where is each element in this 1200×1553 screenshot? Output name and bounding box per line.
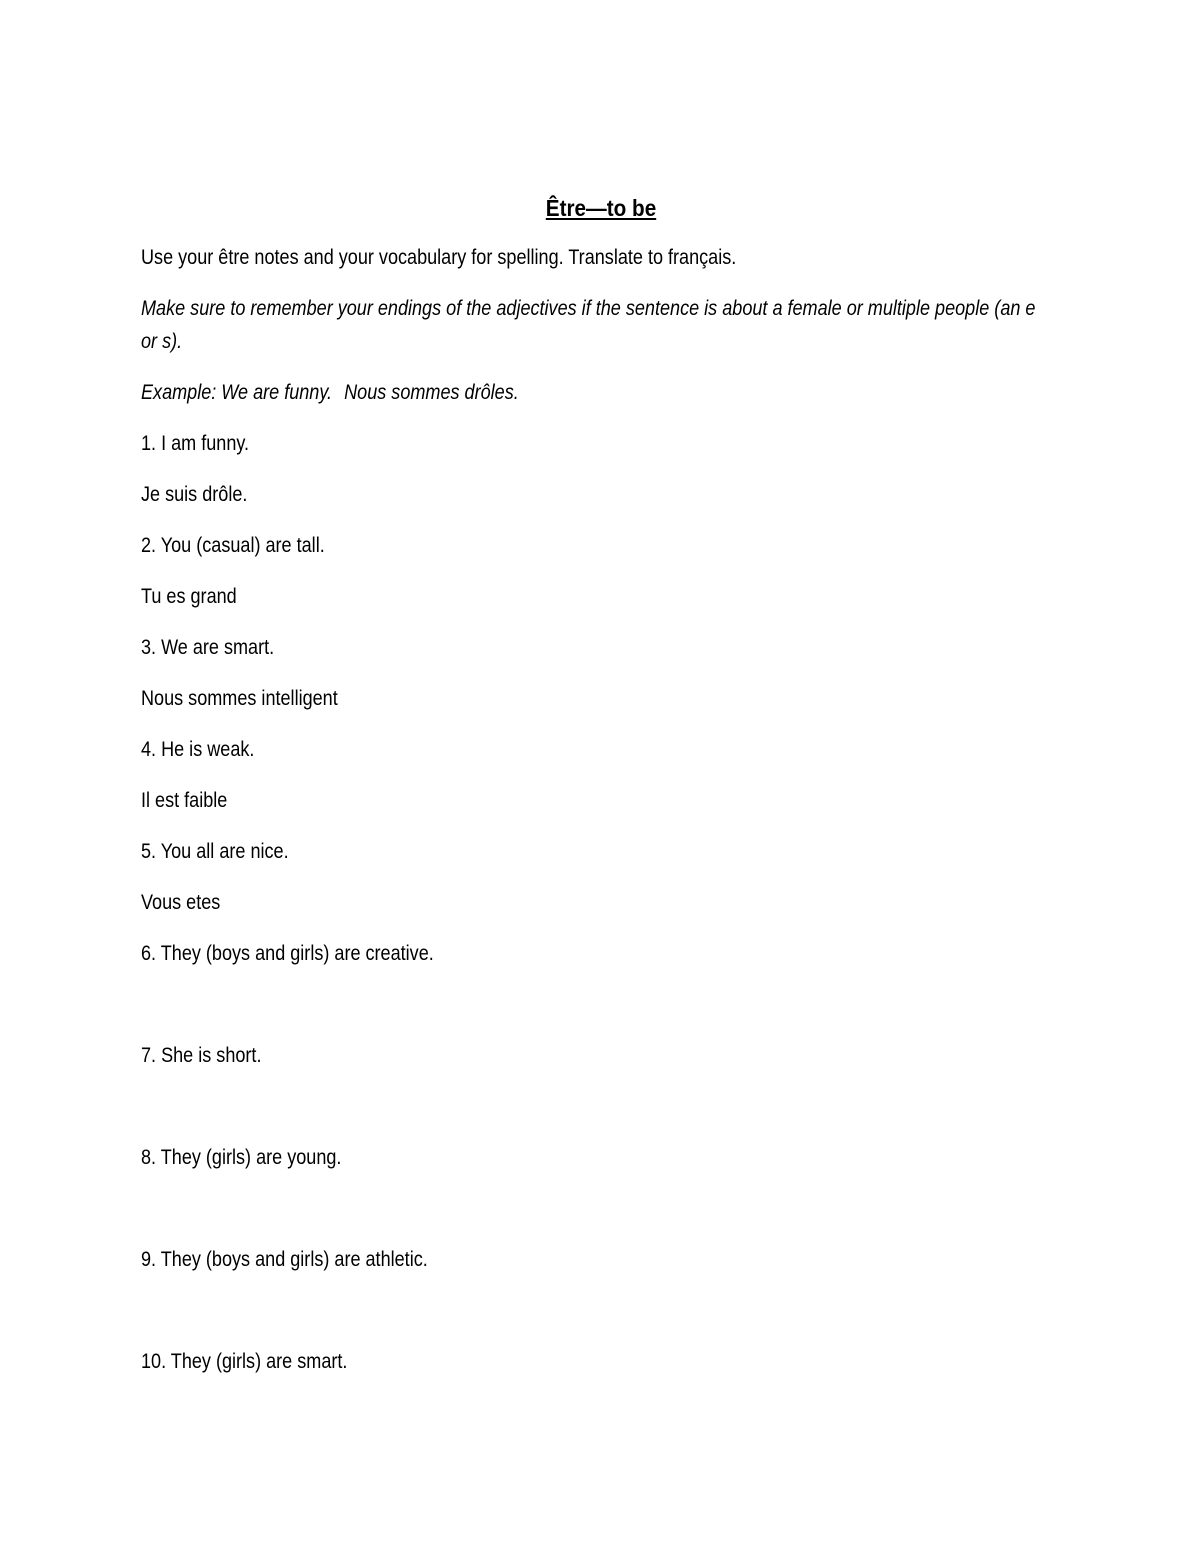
question-10	[141, 1345, 1061, 1378]
answer-text: Nous sommes intelligent	[141, 687, 338, 710]
question-prompt: 7. She is short.	[141, 1044, 262, 1067]
question-prompt: 8. They (girls) are young.	[141, 1146, 342, 1169]
question-prompt: 10. They (girls) are smart.	[141, 1350, 348, 1373]
question-prompt: 4. He is weak.	[141, 738, 255, 761]
answer-6[interactable]	[141, 988, 1061, 1021]
question-7	[141, 1039, 1061, 1072]
question-1	[141, 427, 1061, 460]
answer-4[interactable]	[141, 784, 1061, 817]
answer-10[interactable]	[141, 1396, 1061, 1429]
answer-1[interactable]	[141, 478, 1061, 511]
question-prompt: 6. They (boys and girls) are creative.	[141, 942, 434, 965]
question-4	[141, 733, 1061, 766]
question-6	[141, 937, 1061, 970]
answer-5[interactable]	[141, 886, 1061, 919]
adjective-endings-note	[141, 292, 1061, 358]
question-8	[141, 1141, 1061, 1174]
question-prompt: 5. You all are nice.	[141, 840, 289, 863]
question-9	[141, 1243, 1061, 1276]
answer-9[interactable]	[141, 1294, 1061, 1327]
note-text: Make sure to remember your endings of the adjectives if the sentence is about a female or multiple people (an e or s).	[141, 297, 1036, 353]
instructions	[141, 241, 1061, 274]
example-prompt: Example: We are funny.	[141, 381, 333, 404]
question-3	[141, 631, 1061, 664]
question-5	[141, 835, 1061, 868]
answer-3[interactable]	[141, 682, 1061, 715]
question-prompt: 9. They (boys and girls) are athletic.	[141, 1248, 428, 1271]
instructions-text: Use your être notes and your vocabulary for spelling. Translate to français.	[141, 246, 737, 269]
answer-2[interactable]	[141, 580, 1061, 613]
answer-text: Je suis drôle.	[141, 483, 248, 506]
example-answer: Nous sommes drôles.	[344, 381, 519, 404]
answer-8[interactable]	[141, 1192, 1061, 1225]
question-prompt: 2. You (casual) are tall.	[141, 534, 325, 557]
example-line	[141, 376, 1061, 409]
answer-text: Vous etes	[141, 891, 221, 914]
answer-text: Tu es grand	[141, 585, 237, 608]
question-prompt: 1. I am funny.	[141, 432, 250, 455]
answer-7[interactable]	[141, 1090, 1061, 1123]
worksheet-title: Être—to be	[545, 195, 657, 221]
question-2	[141, 529, 1061, 562]
answer-text: Il est faible	[141, 789, 228, 812]
question-prompt: 3. We are smart.	[141, 636, 275, 659]
worksheet	[141, 189, 1061, 1447]
